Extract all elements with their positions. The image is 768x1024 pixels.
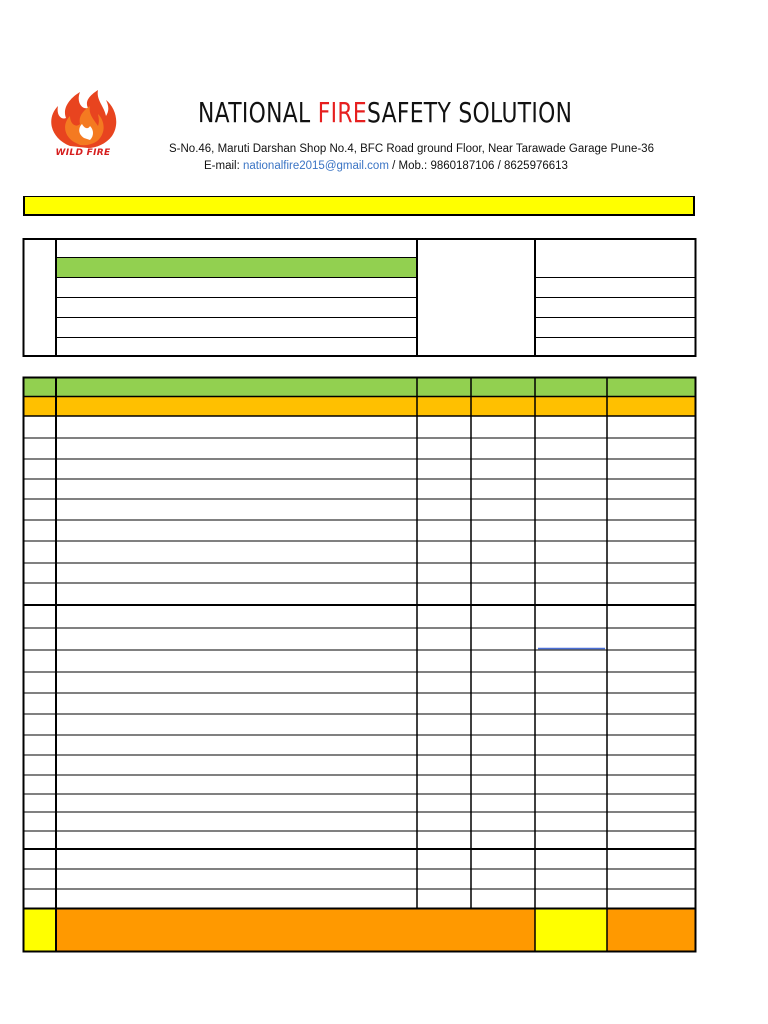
email-label: E-mail: [204,160,243,172]
total-qty-cell [535,909,607,951]
company-address: S-No.46, Maruti Darshan Shop No.4, BFC Road ground Floor, Near Tarawade Garage Pune-36 [169,143,654,155]
items-header-row [24,378,695,397]
total-amount-cell [607,909,695,951]
title-part-national: NATIONAL [198,96,318,129]
items-table-border [24,378,696,952]
title-part-fire: FIRE [317,96,367,129]
email-link[interactable]: nationalfire2015@gmail.com [242,160,389,172]
mobile-numbers: / Mob.: 9860187106 / 8625976613 [388,160,568,172]
logo-text: WILD FIRE [55,148,111,158]
info-green-cell [57,258,416,277]
total-label-cell [24,909,56,951]
items-subheader-row [24,397,695,416]
total-description-cell [56,909,535,951]
info-block [24,239,696,356]
title-part-safety-solution: SAFETY SOLUTION [366,96,573,129]
items-table [24,377,696,952]
